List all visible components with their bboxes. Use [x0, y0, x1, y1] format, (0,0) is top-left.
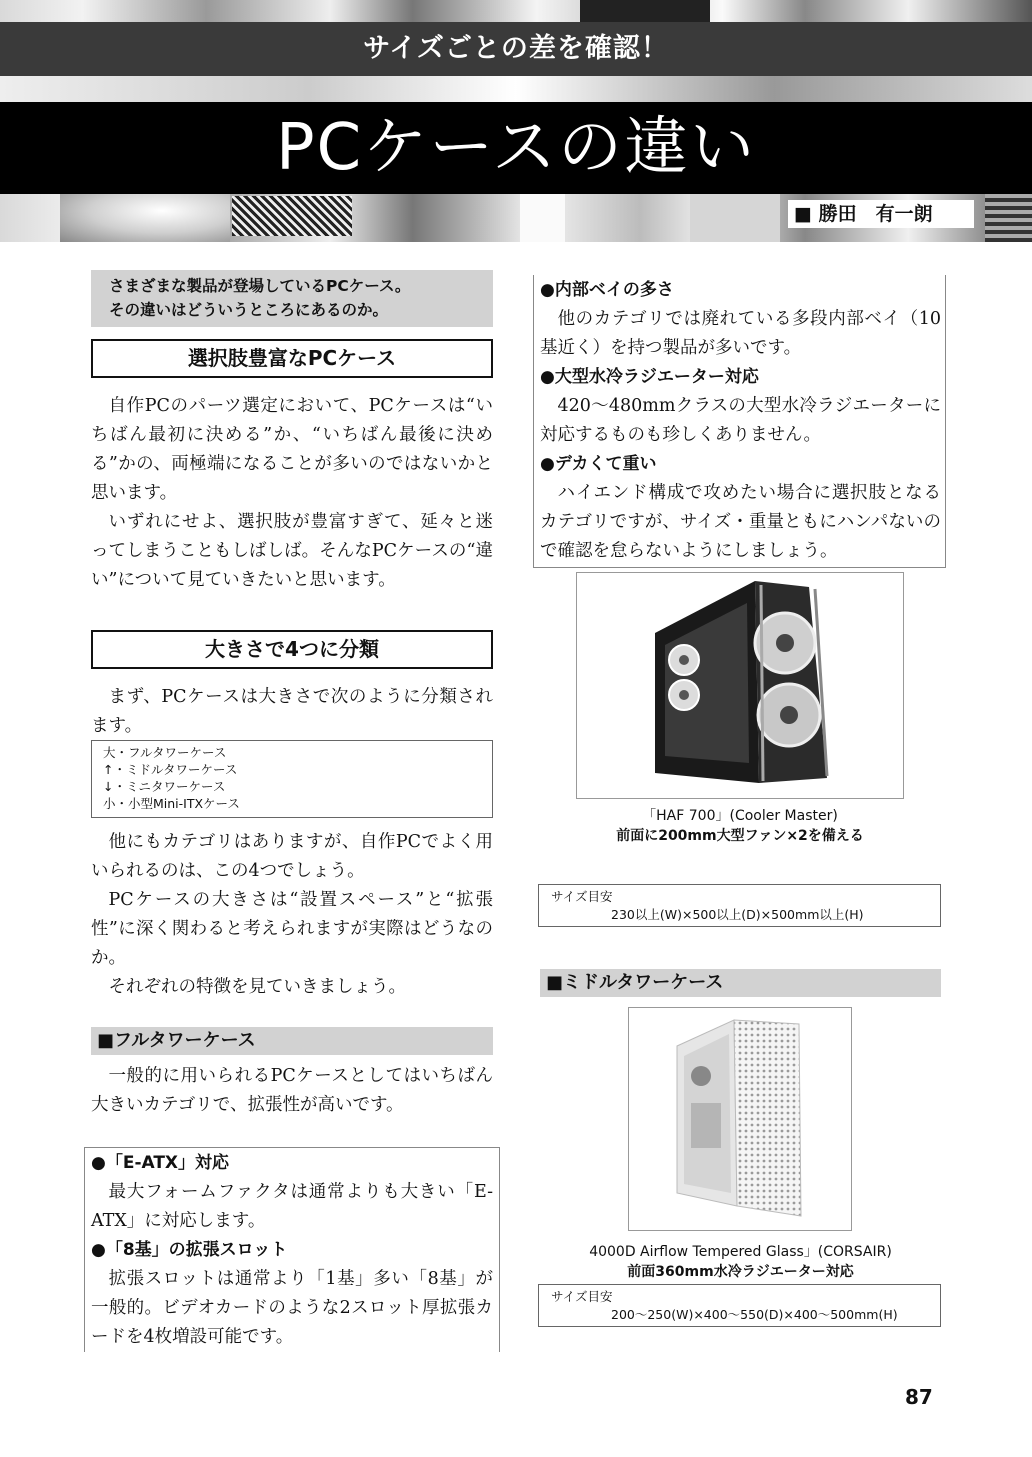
fulltower-size-spec — [538, 884, 941, 927]
section2-paragraph-1: まず、PCケースは大きさで次のように分類されます。 — [91, 687, 493, 736]
intro-line-1: さまざまな製品が登場しているPCケース。 — [109, 277, 411, 295]
feature-text: 拡張スロットは通常より「1基」多い「8基」が一般的。ビデオカードのような2スロット厚拡張カードを4枚増設可能です。 — [91, 1269, 493, 1347]
intro-lead — [91, 270, 493, 327]
section2-intro — [91, 683, 493, 741]
page-title: PCケースの違い — [0, 102, 1032, 194]
corsair-4000d-photo — [628, 1007, 852, 1231]
pc-case-black-illustration — [577, 573, 903, 798]
size-list-item: 小・小型Mini-ITXケース — [103, 796, 240, 811]
haf700-photo — [576, 572, 904, 799]
feature-text: ハイエンド構成で攻めたい場合に選択肢となるカテゴリですが、サイズ・重量ともにハンパないので確認を怠らないようにしましょう。 — [540, 483, 941, 561]
size-list-item: ↓・ミニタワーケース — [103, 779, 226, 794]
section2-paragraph-3: PCケースの大きさは“設置スペース”と“拡張性”に深く関わると考えられますが実際はどうなのか。 — [91, 890, 493, 968]
fulltower-features-right — [540, 276, 941, 566]
section2-body — [91, 828, 493, 1002]
section2-paragraph-4: それぞれの特徴を見ていきましょう。 — [108, 977, 406, 997]
spec-label: サイズ目安 — [551, 1289, 613, 1304]
feature-title: ●デカくて重い — [540, 454, 657, 474]
spec-value: 200～250(W)×400～550(D)×400～500mm(H) — [611, 1307, 898, 1322]
midtower-heading: ■ミドルタワーケース — [540, 969, 941, 997]
feature-title: ●大型水冷ラジエーター対応 — [540, 367, 759, 387]
section-heading-size: 大きさで4つに分類 — [91, 630, 493, 669]
feature-text: 最大フォームファクタは通常よりも大きい「E-ATX」に対応します。 — [91, 1182, 493, 1231]
header-banner — [0, 0, 1032, 242]
section2-paragraph-2: 他にもカテゴリはありますが、自作PCでよく用いられるのは、この4つでしょう。 — [91, 832, 493, 881]
feature-text: 420～480mmクラスの大型水冷ラジエーターに対応するものも珍しくありません。 — [540, 396, 941, 445]
size-list-item: 大・フルタワーケース — [103, 745, 227, 760]
header-kicker: サイズごとの差を確認！ — [0, 22, 1032, 76]
haf700-caption-note: 前面に200mm大型ファン×2を備える — [616, 828, 864, 844]
corsair-caption-note: 前面360mm水冷ラジエーター対応 — [627, 1264, 854, 1280]
intro-line-2: その違いはどういうところにあるのか。 — [109, 301, 389, 319]
section1-paragraph-2: いずれにせよ、選択肢が豊富すぎて、延々と迷ってしまうこともしばしば。そんなPCケースの“違い”について見ていきたいと思います。 — [91, 512, 493, 590]
haf700-caption — [560, 806, 920, 846]
fulltower-intro — [91, 1062, 493, 1120]
section-heading-choices: 選択肢豊富なPCケース — [91, 339, 493, 378]
spec-value: 230以上(W)×500以上(D)×500mm以上(H) — [611, 907, 864, 922]
corsair-caption-title: 4000D Airflow Tempered Glass」(CORSAIR) — [589, 1244, 892, 1260]
section1-body — [91, 392, 493, 595]
midtower-size-spec — [538, 1284, 941, 1327]
feature-title: ●内部ベイの多さ — [540, 280, 674, 300]
feature-title: ●「8基」の拡張スロット — [91, 1240, 288, 1260]
fulltower-heading: ■フルタワーケース — [91, 1027, 493, 1055]
fulltower-paragraph-1: 一般的に用いられるPCケースとしてはいちばん大きいカテゴリで、拡張性が高いです。 — [91, 1066, 493, 1115]
size-category-list — [91, 740, 493, 818]
author-byline: ■ 勝田 有一朗 — [788, 200, 974, 228]
feature-text: 他のカテゴリでは廃れている多段内部ベイ（10基近く）を持つ製品が多いです。 — [540, 309, 941, 358]
spec-label: サイズ目安 — [551, 889, 613, 904]
haf700-caption-title: 「HAF 700」(Cooler Master) — [642, 808, 838, 824]
feature-title: ●「E-ATX」対応 — [91, 1153, 230, 1173]
section1-paragraph-1: 自作PCのパーツ選定において、PCケースは“いちばん最初に決める”か、“いちばん最後に決める”かの、両極端になることが多いのではないかと思います。 — [91, 396, 493, 503]
pc-case-white-illustration — [629, 1008, 851, 1230]
corsair-4000d-caption — [540, 1242, 941, 1282]
size-list-item: ↑・ミドルタワーケース — [103, 762, 238, 777]
page-number: 87 — [905, 1385, 933, 1409]
fulltower-features-left — [91, 1149, 493, 1352]
